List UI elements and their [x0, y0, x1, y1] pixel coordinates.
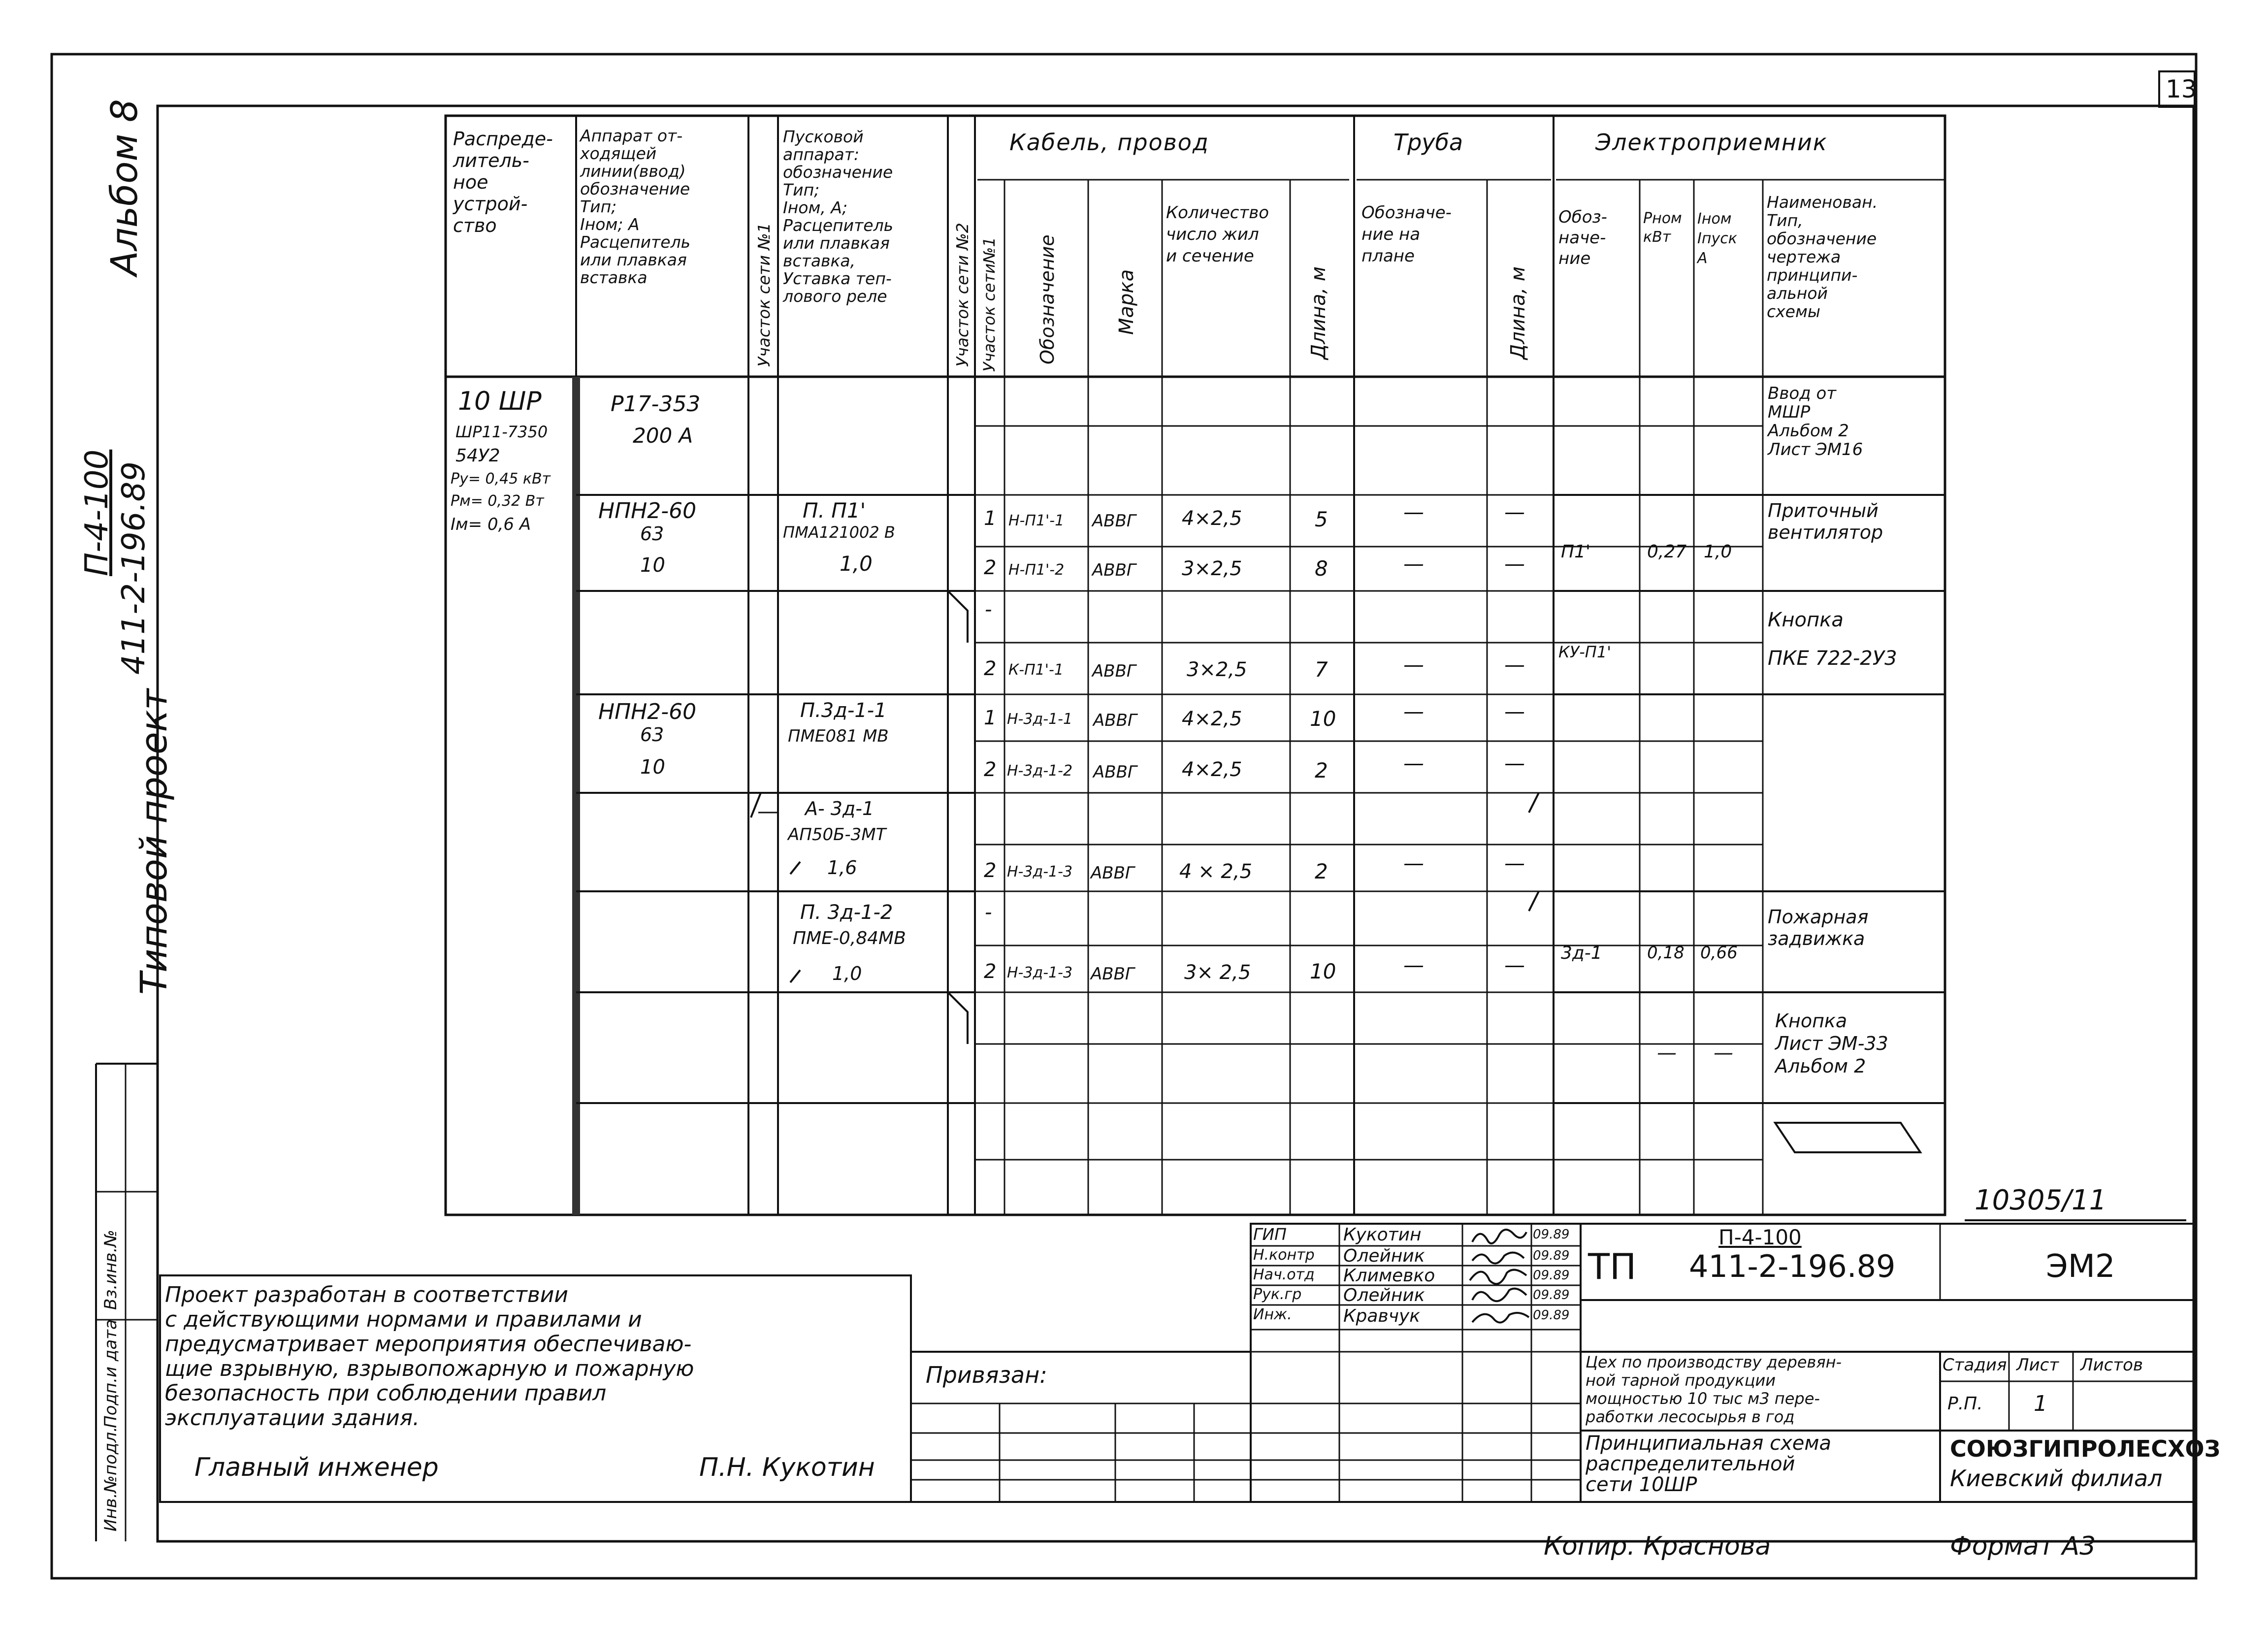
- pipe-row-length: —: [1504, 953, 1525, 977]
- receiver-damper-current: 0,66: [1700, 943, 1738, 963]
- cable-row-section: 2: [984, 556, 997, 579]
- page-number: 13: [2166, 75, 2197, 103]
- cable-row-length: 8: [1315, 556, 1328, 581]
- apparatus-b3: 10: [640, 554, 665, 577]
- cable-row-brand: АВВГ: [1093, 762, 1137, 782]
- starter-s2a: П.3д-1-1: [800, 699, 887, 722]
- cable-row-brand: АВВГ: [1092, 661, 1136, 681]
- receiver-button-current: —: [1714, 630, 1733, 653]
- cable-row-qty: 3× 2,5: [1184, 961, 1251, 984]
- header-cable-group: Кабель, провод: [1009, 129, 1209, 156]
- starter-s1b: ПМА121002 В: [783, 523, 895, 542]
- receiver-fan-power: 0,27: [1647, 542, 1687, 562]
- dist-pm: Pм= 0,32 Вт: [451, 492, 544, 510]
- cable-row-section: -: [985, 598, 992, 621]
- pipe-row-length: —: [1504, 552, 1525, 576]
- header-apparatus: Аппарат от- ходящей линии(ввод) обозначение Тип; Iном; А Расцепитель или плавкая вставка: [580, 126, 691, 287]
- cable-row-qty: 4×2,5: [1182, 507, 1242, 530]
- paper-format: Формат А3: [1950, 1531, 2096, 1561]
- starter-s4b: ПМЕ-0,84МВ: [793, 928, 906, 948]
- cable-row-qty: 4 × 2,5: [1179, 860, 1253, 883]
- role-gip: ГИП: [1253, 1225, 1287, 1244]
- organization-branch: Киевский филиал: [1950, 1465, 2163, 1492]
- copied-by: Копир. Краснова: [1544, 1531, 1771, 1561]
- pipe-row-length: —: [1504, 751, 1525, 775]
- sheets-label: Листов: [2080, 1355, 2143, 1375]
- receiver-button-name: Кнопка ПКЕ 722-2У3: [1768, 609, 1897, 670]
- code-bottom-text: 411-2-196.89: [116, 461, 152, 675]
- header-dist-device: Распреде- литель- ное устрой- ство: [453, 128, 553, 236]
- sign-date: 09.89: [1533, 1308, 1570, 1323]
- apparatus-c3: 10: [640, 756, 665, 779]
- cable-row-section: 2: [984, 960, 997, 983]
- receiver-button2-current: —: [1714, 1042, 1733, 1064]
- cable-row-brand: АВВГ: [1091, 863, 1134, 883]
- cable-row-length: 5: [1315, 507, 1328, 531]
- receiver-button-power: —: [1657, 630, 1677, 653]
- cable-row-length: 2: [1315, 758, 1328, 782]
- doc-prefix: ТП: [1588, 1246, 1637, 1287]
- cable-row-designation: Н-3д-1-2: [1007, 762, 1073, 780]
- starter-s1a: П. П1': [803, 498, 866, 522]
- receiver-button-designation: КУ-П1': [1558, 643, 1611, 661]
- cable-row-designation: Н-3д-1-3: [1007, 964, 1073, 981]
- pipe-row-designation: —: [1403, 953, 1424, 977]
- receiver-button2-name: Кнопка Лист ЭМ-33 Альбом 2: [1775, 1010, 1888, 1077]
- cable-row-qty: 3×2,5: [1187, 658, 1247, 681]
- cable-row-length: 10: [1310, 707, 1336, 731]
- cable-row-section: -: [985, 901, 992, 924]
- signer-name: Кравчук: [1343, 1306, 1421, 1326]
- receiver-fan-designation: П1': [1561, 542, 1590, 562]
- stage-value: Р.П.: [1947, 1394, 1983, 1414]
- cable-row-brand: АВВГ: [1092, 511, 1136, 531]
- starter-s3b: АП50Б-3МТ: [788, 825, 886, 845]
- receiver-damper-power: 0,18: [1647, 943, 1685, 963]
- dist-type2: 54У2: [455, 446, 500, 466]
- cable-row-designation: Н-3д-1-1: [1007, 711, 1073, 728]
- organization-name: СОЮЗГИПРОЛЕСХОЗ: [1950, 1435, 2221, 1462]
- header-rec-name: Наименован. Тип, обозначение чертежа принципи- альной схемы: [1767, 193, 1878, 321]
- cable-row-designation: Н-П1'-2: [1008, 561, 1065, 579]
- pipe-row-length: —: [1504, 851, 1525, 875]
- receiver-input-name: Ввод от МШР Альбом 2 Лист ЭМ16: [1768, 384, 1863, 459]
- cable-row-brand: АВВГ: [1092, 560, 1136, 580]
- project-text: Типовой проект: [133, 688, 175, 995]
- stage-label: Стадия: [1943, 1355, 2007, 1375]
- cable-row-brand: АВВГ: [1091, 964, 1134, 984]
- dist-name: 10 ШР: [458, 387, 542, 416]
- role-nach-otd: Нач.отд: [1253, 1266, 1315, 1283]
- apparatus-c2: 63: [640, 724, 664, 746]
- signer-name: Кукотин: [1343, 1225, 1422, 1245]
- code-top-text: П-4-100: [79, 449, 115, 576]
- cable-row-length: 7: [1315, 657, 1328, 682]
- header-rec-designation: Обоз- наче- ние: [1558, 207, 1607, 268]
- starter-s1c: 1,0: [840, 552, 873, 576]
- cable-row-section: 1: [984, 707, 997, 729]
- compliance-note: Проект разработан в соответствии с действующими нормами и правилами и предусматривает мероприятия обеспечиваю- щие взрывную, взрывопожарную и пожарную безопасность при соблюдении правил эксплуатации здания.: [165, 1282, 694, 1431]
- cable-row-designation: Н-3д-1-3: [1007, 863, 1073, 880]
- starter-s3c: 1,6: [827, 857, 857, 879]
- object-description: Цех по производству деревян- ной тарной продукции мощностью 10 тыс м3 пере- работки лесосырья в год: [1586, 1353, 1842, 1426]
- pipe-row-length: —: [1504, 652, 1525, 677]
- sign-date: 09.89: [1533, 1288, 1570, 1303]
- receiver-fan-current: 1,0: [1704, 542, 1732, 562]
- header-receiver-group: Электроприемник: [1595, 129, 1828, 156]
- starter-s2b: ПМЕ081 МВ: [788, 726, 889, 746]
- sheet-label: Лист: [2016, 1355, 2059, 1375]
- apparatus-c1: НПН2-60: [598, 699, 697, 724]
- cable-row-qty: 4×2,5: [1182, 758, 1242, 781]
- starter-s4a: П. 3д-1-2: [800, 901, 893, 924]
- receiver-button2-power: —: [1657, 1042, 1677, 1064]
- cable-row-section: 2: [984, 859, 997, 882]
- header-starter: Пусковой аппарат: обозначение Тип; Iном, А; Расцепитель или плавкая вставка, Уставка теп- лового реле: [783, 127, 894, 306]
- receiver-fan-name: Приточный вентилятор: [1768, 500, 1883, 543]
- cable-row-length: 10: [1310, 959, 1336, 983]
- signer-name: Олейник: [1343, 1285, 1425, 1305]
- apparatus-b2: 63: [640, 523, 664, 545]
- role-ruk-gr: Рук.гр: [1253, 1286, 1302, 1303]
- header-rec-power: Pном кВт: [1643, 210, 1682, 246]
- header-rec-current: Iном Iпуск А: [1697, 210, 1737, 267]
- pipe-row-designation: —: [1403, 552, 1424, 576]
- pipe-row-designation: —: [1403, 851, 1424, 875]
- header-pipe-group: Труба: [1393, 129, 1463, 156]
- dist-type1: ШР11-7350: [455, 423, 548, 441]
- signer-name: Олейник: [1343, 1246, 1425, 1266]
- dist-py: Pу= 0,45 кВт: [451, 470, 551, 488]
- pipe-row-designation: —: [1403, 751, 1424, 775]
- dist-im: Iм= 0,6 А: [451, 515, 531, 534]
- sheet-value: 1: [2034, 1391, 2047, 1416]
- sign-date: 09.89: [1533, 1268, 1570, 1283]
- pipe-row-designation: —: [1403, 652, 1424, 677]
- signer-name: Климевко: [1343, 1266, 1435, 1286]
- pipe-row-designation: —: [1403, 699, 1424, 723]
- apparatus-b1: НПН2-60: [598, 498, 697, 523]
- role-nkontr: Н.контр: [1253, 1246, 1315, 1264]
- cable-row-designation: К-П1'-1: [1008, 661, 1064, 679]
- header-cable-qty: Количество число жил и сечение: [1166, 203, 1269, 266]
- cable-row-qty: 4×2,5: [1182, 708, 1242, 730]
- sheet-code: ЭМ2: [2046, 1248, 2115, 1285]
- sign-date: 09.89: [1533, 1227, 1570, 1242]
- chief-engineer-label: Главный инженер: [194, 1453, 439, 1482]
- cable-row-designation: Н-П1'-1: [1008, 512, 1065, 529]
- pipe-row-length: —: [1504, 699, 1525, 723]
- cable-row-section: 1: [984, 507, 997, 530]
- starter-s4c: 1,0: [832, 963, 862, 984]
- cable-row-qty: 3×2,5: [1182, 557, 1242, 580]
- role-inzh: Инж.: [1253, 1306, 1292, 1323]
- receiver-damper-designation: 3д-1: [1561, 943, 1602, 963]
- receiver-damper-name: Пожарная задвижка: [1768, 906, 1869, 949]
- cable-row-section: 2: [984, 758, 997, 781]
- apparatus-a1: Р17-353: [611, 391, 701, 417]
- pipe-row-designation: —: [1403, 500, 1424, 524]
- cable-row-brand: АВВГ: [1093, 711, 1137, 730]
- album-text: Альбом 8: [103, 99, 146, 276]
- starter-s3a: А- 3д-1: [805, 798, 875, 819]
- doc-code-bottom: 411-2-196.89: [1689, 1248, 1896, 1284]
- bound-label: Привязан:: [926, 1362, 1047, 1388]
- inventory-number: 10305/11: [1975, 1184, 2107, 1216]
- cable-row-section: 2: [984, 657, 997, 680]
- pipe-row-length: —: [1504, 500, 1525, 524]
- apparatus-a2: 200 А: [633, 424, 693, 448]
- doc-code-top: П-4-100: [1718, 1225, 1802, 1249]
- header-pipe-designation: Обозначе- ние на плане: [1361, 203, 1452, 266]
- cable-row-length: 2: [1315, 859, 1328, 883]
- chief-engineer-name: П.Н. Кукотин: [699, 1453, 875, 1482]
- sign-date: 09.89: [1533, 1248, 1570, 1263]
- drawing-title: Принципиальная схема распределительной сети 10ШР: [1586, 1432, 1832, 1496]
